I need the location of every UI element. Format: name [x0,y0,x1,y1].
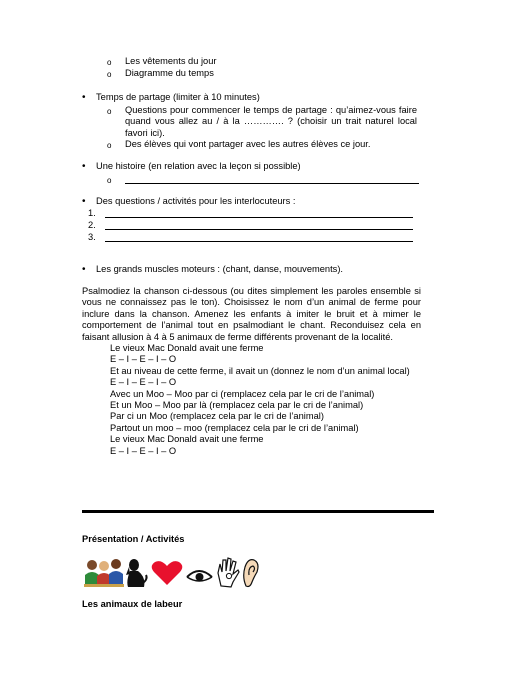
bullet-icon: • [82,92,86,103]
question-number-2: 2. [88,220,96,230]
circle-bullet-icon: o [107,141,112,150]
question-line-2 [105,229,413,230]
question-line-3 [105,241,413,242]
animals-heading: Les animaux de labeur [82,599,183,609]
song-line: E – I – E – I – O [110,377,177,388]
question-number-3: 3. [88,232,96,242]
question-line-1 [105,217,413,218]
circle-bullet-icon: o [107,176,112,185]
circle-bullet-icon: o [107,70,112,79]
dog-icon [126,559,147,587]
question-number-1: 1. [88,208,96,218]
bullet-icon: • [82,161,86,172]
story-title: Une histoire (en relation avec la leçon si possible) [96,161,301,171]
story-answer-line [125,183,419,184]
song-line: Le vieux Mac Donald avait une ferme [110,343,264,353]
section-divider [82,510,434,513]
eye-icon [187,571,212,581]
song-line: E – I – E – I – O [110,445,177,456]
muscles-title: Les grands muscles moteurs : (chant, danse, mouvements). [96,264,343,274]
sharing-title: Temps de partage (limiter à 10 minutes) [96,92,260,102]
heart-icon [152,561,183,585]
song-line: Le vieux Mac Donald avait une ferme [110,434,264,445]
ear-icon [244,560,258,587]
top-item-2: Diagramme du temps [125,68,214,78]
presentation-heading: Présentation / Activités [82,534,185,544]
people-icon [84,559,124,587]
bullet-icon: • [82,196,86,207]
questions-title: Des questions / activités pour les interlocuteurs : [96,196,296,206]
circle-bullet-icon: o [107,107,112,116]
song-line: Partout un moo – moo (remplacez cela par le cri de l’animal) [110,422,359,433]
song-line: E – I – E – I – O [110,354,177,365]
song-line: Et un Moo – Moo par là (remplacez cela par le cri de l’animal) [110,400,364,411]
song-lyrics [110,343,422,457]
sharing-question: Questions pour commencer le temps de partage : qu’aimez-vous faire quand vous allez au / à la …………. ? (choisir un trait naturel local favori ici). [125,105,417,138]
sharing-students: Des élèves qui vont partager avec les autres élèves ce jour. [125,139,371,149]
song-line: Et au niveau de cette ferme, il avait un (donnez le nom d’un animal local) [110,365,410,376]
song-instructions: Psalmodiez la chanson ci-dessous (ou dites simplement les paroles ensemble si vous ne connaissez pas le ton). Choisissez le nom d’un animal de ferme pour inclure dans la chanson. Amenez les enfants à imiter le bruit et à mimer le comportement de l’animal tout en psalmodiant le chant. Reconduisez cela en faisant allusion à 4 à 5 animaux de ferme différents provenant de la localité. [82,286,421,342]
top-item-1: Les vêtements du jour [125,56,217,66]
circle-bullet-icon: o [107,58,112,67]
activity-icons [82,555,260,589]
song-line: Par ci un Moo (remplacez cela par le cri de l’animal) [110,411,324,422]
hand-icon [218,558,239,587]
bullet-icon: • [82,264,86,275]
song-line: Avec un Moo – Moo par ci (remplacez cela par le cri de l’animal) [110,388,375,399]
